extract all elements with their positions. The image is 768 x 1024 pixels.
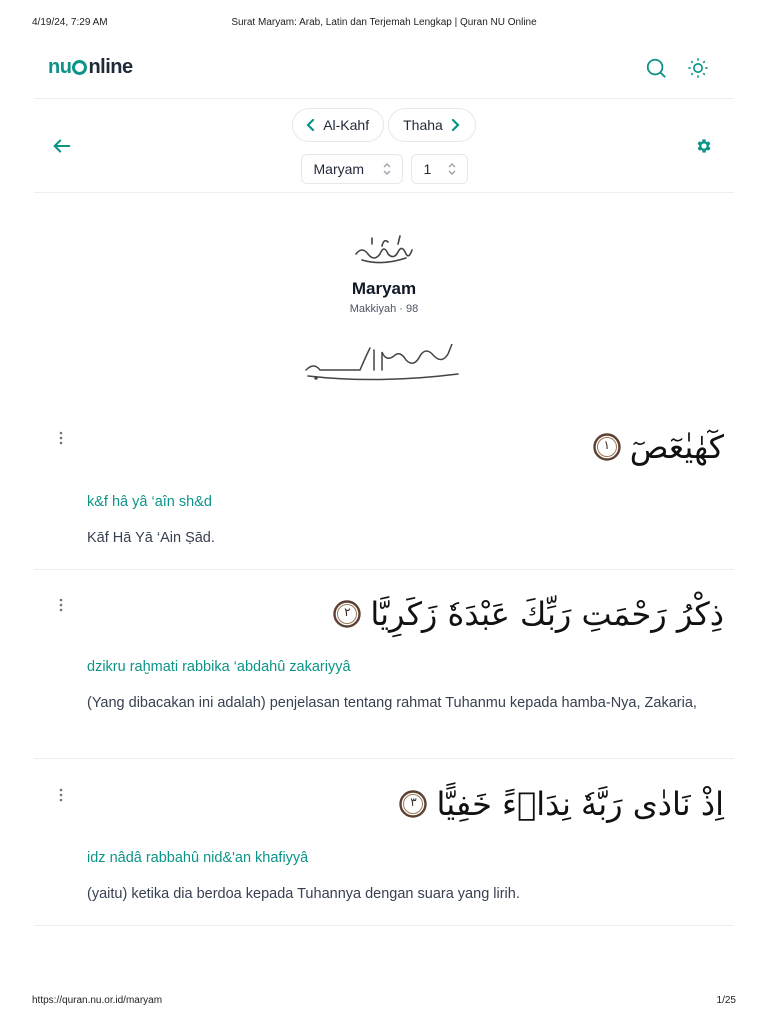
sun-icon[interactable] (686, 56, 710, 80)
search-icon[interactable] (644, 56, 668, 80)
translation-text: Kāf Hā Yā ‘Ain Ṣād. (87, 530, 215, 546)
next-surah-label: Thaha (403, 117, 443, 133)
surah-navigation (34, 106, 734, 192)
chevron-left-icon (305, 118, 317, 132)
surah-select[interactable] (301, 154, 403, 184)
latin-text: k&f hâ yâ ‘aîn sh&d (87, 494, 212, 510)
chevron-right-icon (449, 118, 461, 132)
print-url: https://quran.nu.or.id/maryam (32, 995, 163, 1006)
verse-divider (34, 569, 734, 570)
bismillah-calligraphy (0, 344, 768, 384)
verse-divider (34, 925, 734, 926)
arabic-text: كٓهٰيٰعٓصٓ (629, 428, 724, 466)
prev-surah-label: Al-Kahf (323, 117, 370, 133)
ayah-number: ٣ (410, 795, 417, 809)
updown-chevron-icon (447, 162, 457, 176)
latin-text: dzikru raḫmati rabbika ‘abdahû zakariyyâ (87, 659, 351, 675)
header-divider (34, 98, 734, 99)
updown-chevron-icon (382, 162, 392, 176)
ayah-number: ٢ (344, 605, 351, 619)
verse-item (34, 597, 734, 759)
ayah-number: ١ (603, 438, 610, 452)
arabic-text: ذِكْرُ رَحْمَتِ رَبِّكَ عَبْدَهٗ زَكَرِيَّا (370, 595, 724, 633)
logo-rest-text: nline (88, 56, 133, 78)
surah-meta: Makkiyah · 98 (349, 303, 419, 315)
ayah-number-marker (332, 599, 362, 629)
surah-title: Maryam (351, 279, 417, 298)
ayah-number-marker (592, 432, 622, 462)
logo-nu-text: nu (48, 56, 72, 78)
ayah-select[interactable] (411, 154, 468, 184)
arabic-text: اِذْ نَادٰى رَبَّهٗ نِدَاۤءً خَفِيًّا (436, 785, 724, 823)
print-footer (32, 995, 736, 1009)
print-header (32, 17, 736, 31)
vertical-dots-icon[interactable] (56, 597, 66, 615)
verse-divider (34, 758, 734, 759)
logo-ring-icon (72, 60, 87, 75)
prev-surah-button[interactable] (292, 108, 384, 142)
translation-text: (Yang dibacakan ini adalah) penjelasan tentang rahmat Tuhanmu kepada hamba-Nya, Zakaria, (87, 695, 697, 711)
print-date: 4/19/24, 7:29 AM (32, 17, 108, 28)
vertical-dots-icon[interactable] (56, 430, 66, 448)
nu-online-logo[interactable] (48, 56, 133, 79)
print-title: Surat Maryam: Arab, Latin dan Terjemah Lengkap | Quran NU Online (231, 17, 537, 28)
ayah-number-marker (398, 789, 428, 819)
surah-select-value: Maryam (313, 161, 365, 177)
translation-text: (yaitu) ketika dia berdoa kepada Tuhannya dengan suara yang lirih. (87, 886, 520, 902)
top-bar (36, 48, 732, 88)
verse-item (34, 787, 734, 927)
next-surah-button[interactable] (388, 108, 476, 142)
nav-divider (34, 192, 734, 193)
verse-item (34, 430, 734, 570)
vertical-dots-icon[interactable] (56, 787, 66, 805)
latin-text: idz nâdâ rabbahû nid&'an khafiyyâ (87, 850, 309, 866)
surah-calligraphy-title (0, 232, 768, 266)
print-page-number: 1/25 (716, 995, 736, 1006)
ayah-select-value: 1 (423, 161, 432, 177)
